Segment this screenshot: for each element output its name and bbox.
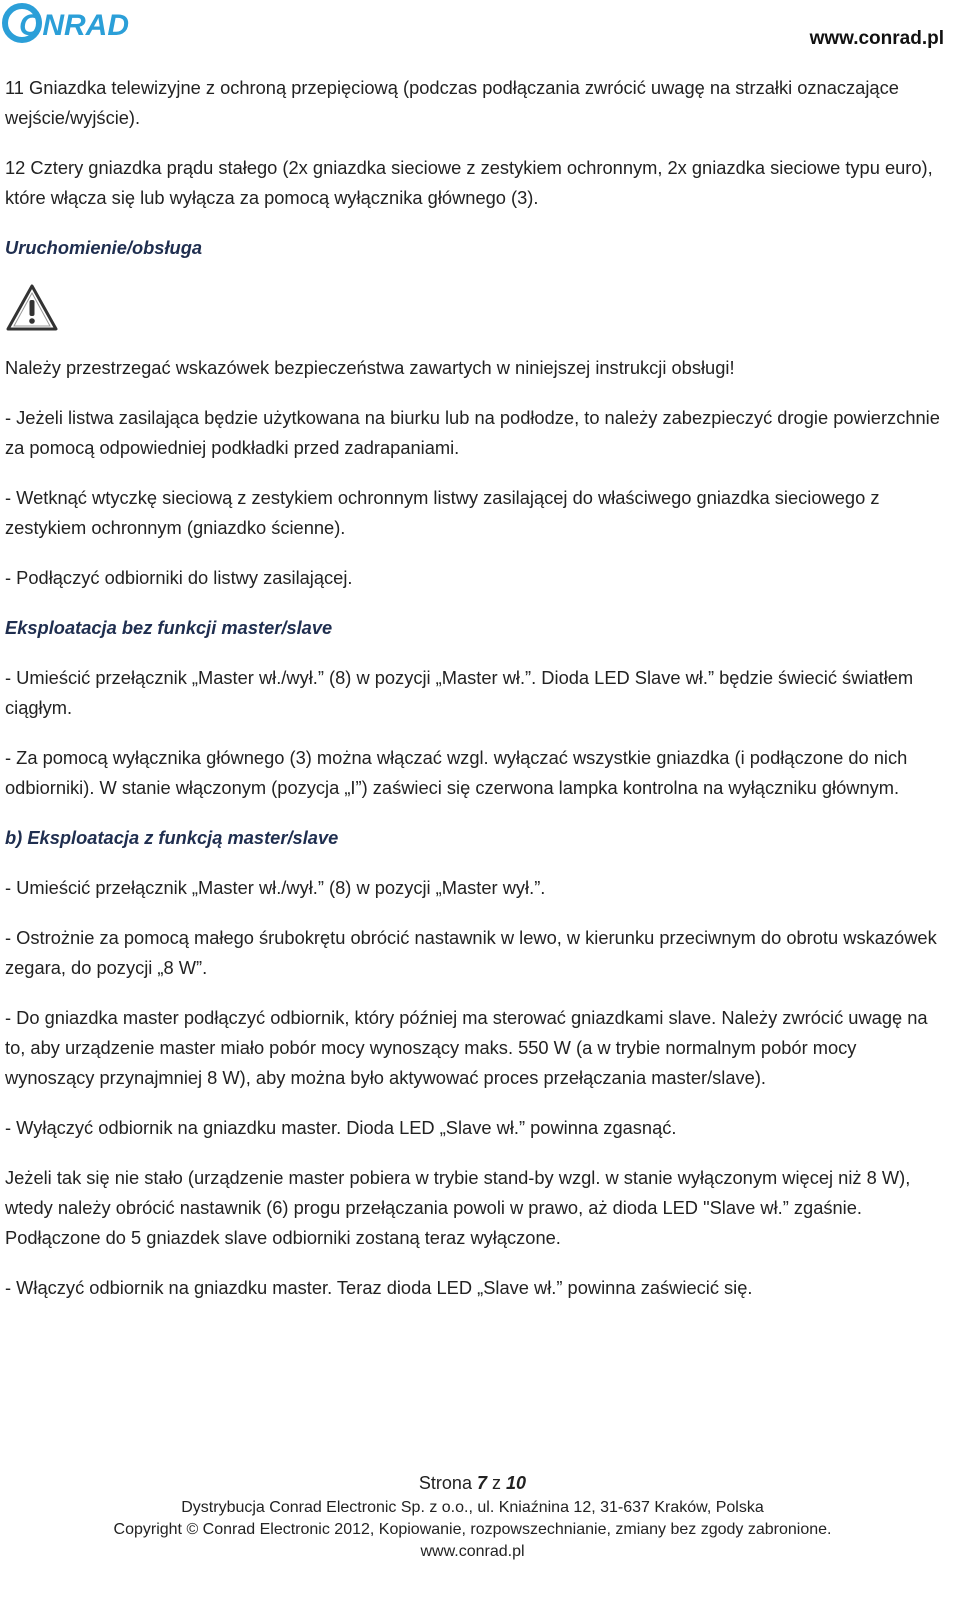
page-separator: z — [492, 1473, 502, 1493]
paragraph: - Za pomocą wyłącznika głównego (3) można włączać wzgl. wyłączać wszystkie gniazdka (i podłączone do nich odbiorniki). W stanie włączonym (pozycja „I”) zaświeci się czerwona lampka kontrolna na wyłączniku głównym. — [5, 747, 908, 798]
paragraph: - Umieścić przełącznik „Master wł./wył.” (8) w pozycji „Master wł.”. Dioda LED Slave wł.” będzie świecić światłem ciągłym. — [5, 667, 914, 718]
document-body — [5, 73, 950, 1323]
footer-copyright: Copyright © Conrad Electronic 2012, Kopiowanie, rozpowszechnianie, zmiany bez zgody zabronione. — [113, 1521, 832, 1538]
paragraph: - Wyłączyć odbiornik na gniazdku master. Dioda LED „Slave wł.” powinna zgasnąć. — [5, 1117, 677, 1138]
paragraph: - Wetknąć wtyczkę sieciową z zestykiem ochronnym listwy zasilającej do właściwego gniazdka sieciowego z zestykiem ochronnym (gniazdko ścienne). — [5, 487, 880, 538]
section-heading: Uruchomienie/obsługa — [5, 237, 203, 258]
paragraph: - Podłączyć odbiorniki do listwy zasilającej. — [5, 567, 353, 588]
paragraph: - Jeżeli listwa zasilająca będzie użytkowana na biurku lub na podłodze, to należy zabezpieczyć drogie powierzchnie za pomocą odpowiedniej podkładki przed zadrapaniami. — [5, 407, 940, 458]
page-number — [0, 1469, 945, 1497]
conrad-logo — [2, 2, 162, 44]
conrad-logo-graphic — [2, 2, 162, 44]
page-total: 10 — [506, 1473, 527, 1493]
page-footer — [0, 1469, 945, 1563]
paragraph: Jeżeli tak się nie stało (urządzenie master pobiera w trybie stand-by wzgl. w stanie wyłączonym więcej niż 8 W), wtedy należy obrócić nastawnik (6) progu przełączania powoli w prawo, aż dioda LED "Slave wł.” zgaśnie. Podłączone do 5 gniazdek slave odbiorniki zostaną teraz wyłączone. — [5, 1167, 911, 1248]
paragraph: 12 Cztery gniazdka prądu stałego (2x gniazdka sieciowe z zestykiem ochronnym, 2x gniazdka sieciowe typu euro), które włącza się lub wyłącza za pomocą wyłącznika głównego (3). — [5, 157, 933, 208]
header-site-url: www.conrad.pl — [809, 28, 944, 49]
paragraph: - Umieścić przełącznik „Master wł./wył.” (8) w pozycji „Master wył.”. — [5, 877, 546, 898]
section-heading: Eksploatacja bez funkcji master/slave — [5, 617, 333, 638]
footer-distribution: Dystrybucja Conrad Electronic Sp. z o.o., ul. Kniaźnina 12, 31-637 Kraków, Polska — [181, 1499, 764, 1516]
paragraph: - Ostrożnie za pomocą małego śrubokrętu obrócić nastawnik w lewo, w kierunku przeciwnym do obrotu wskazówek zegara, do pozycji „8 W”. — [5, 927, 937, 978]
page-header — [0, 0, 960, 55]
warning-triangle-icon — [5, 283, 950, 335]
page-current: 7 — [476, 1473, 487, 1493]
paragraph: Należy przestrzegać wskazówek bezpieczeństwa zawartych w niniejszej instrukcji obsługi! — [5, 357, 735, 378]
paragraph: 11 Gniazdka telewizyjne z ochroną przepięciową (podczas podłączania zwrócić uwagę na strzałki oznaczające wejście/wyjście). — [5, 77, 899, 128]
page-label: Strona — [418, 1473, 472, 1493]
footer-url: www.conrad.pl — [420, 1543, 525, 1560]
paragraph: - Do gniazdka master podłączyć odbiornik, który później ma sterować gniazdkami slave. Należy zwrócić uwagę na to, aby urządzenie master miało pobór mocy wynoszący maks. 550 W (a w trybie normalnym pobór mocy wynoszący przynajmniej 8 W), aby można było aktywować proces przełączania master/slave). — [5, 1007, 928, 1088]
section-heading: b) Eksploatacja z funkcją master/slave — [5, 827, 339, 848]
svg-text:ONRAD: ONRAD — [19, 9, 129, 42]
paragraph: - Włączyć odbiornik na gniazdku master. Teraz dioda LED „Slave wł.” powinna zaświecić się. — [5, 1277, 753, 1298]
